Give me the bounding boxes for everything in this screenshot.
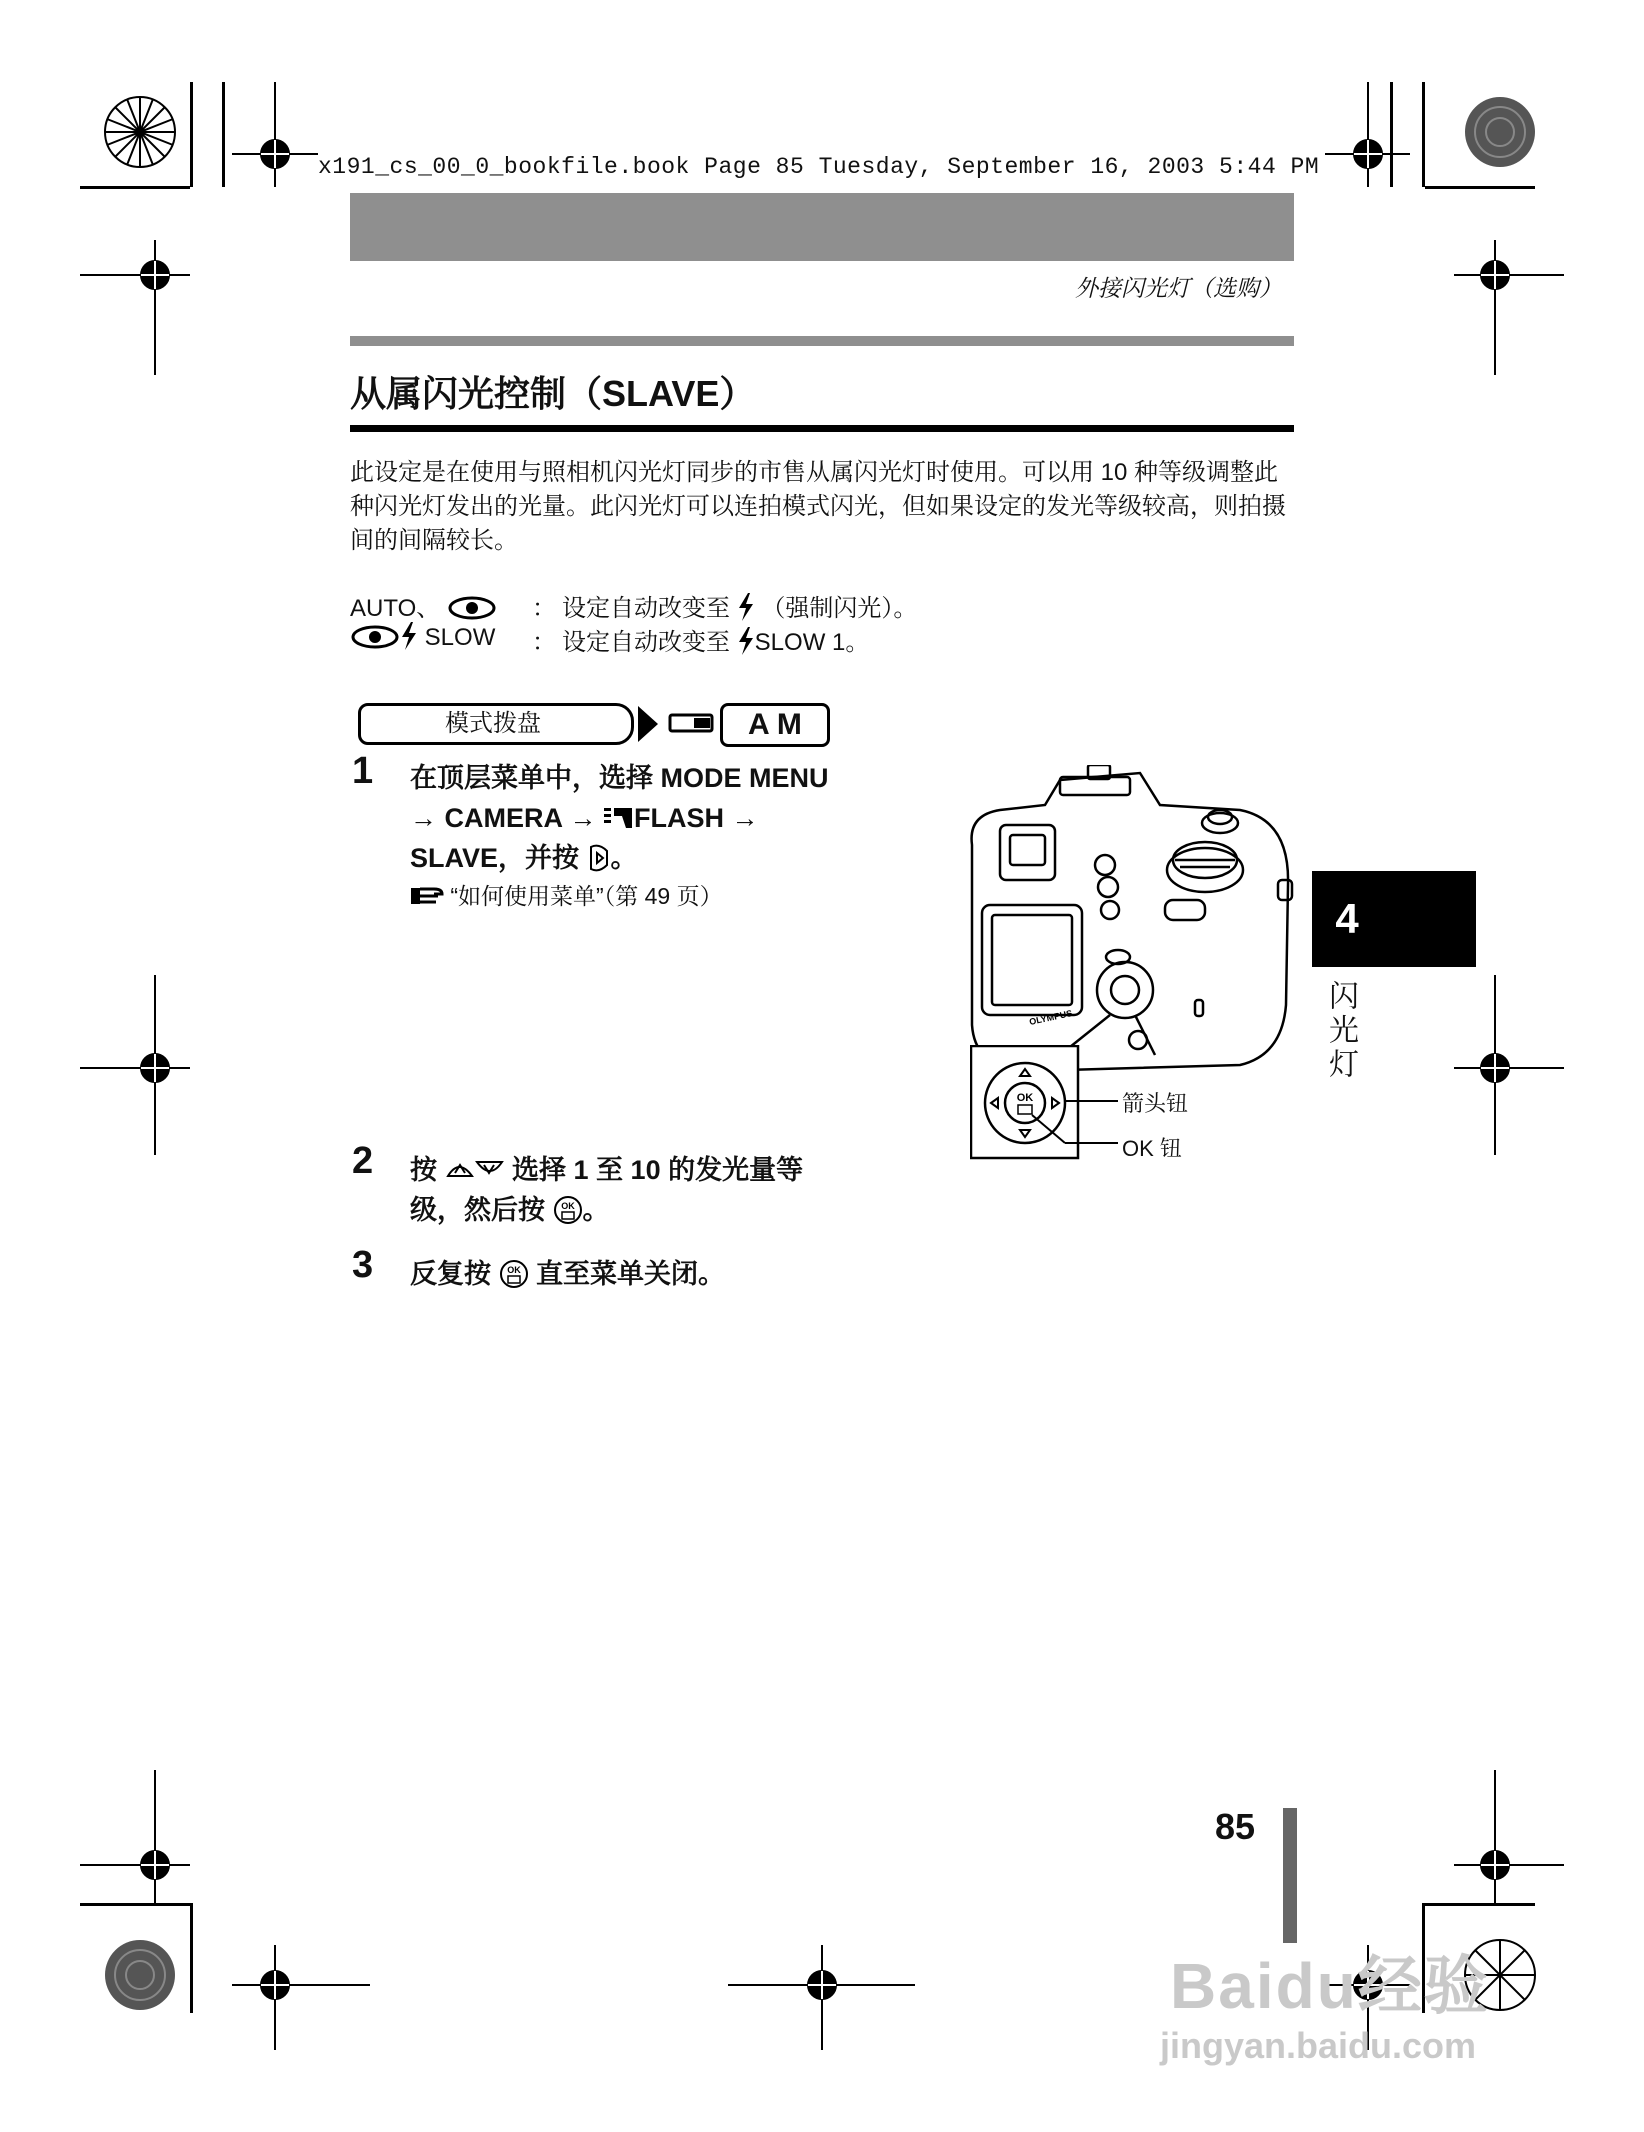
ok-label: OK bbox=[1016, 1092, 1034, 1104]
title-top-bar bbox=[350, 336, 1294, 346]
crosshair-icon bbox=[232, 1945, 370, 2050]
page-number: 85 bbox=[1215, 1806, 1256, 1847]
crosshair-icon bbox=[80, 1770, 190, 1903]
step-number: 3 bbox=[352, 1244, 374, 1286]
crosshair-icon bbox=[1454, 240, 1564, 375]
mode-colon: ： bbox=[532, 595, 556, 622]
section-title: 从属闪光控制（SLAVE） bbox=[350, 373, 756, 414]
step-3-text bbox=[410, 1254, 725, 1294]
title-rule bbox=[350, 425, 1294, 432]
red-eye-icon bbox=[447, 595, 497, 621]
flash-icon bbox=[400, 622, 418, 650]
arrow-right-button-icon bbox=[587, 843, 611, 873]
step-1-line-3a: SLAVE，并按 bbox=[410, 843, 580, 873]
flash-icon bbox=[737, 627, 755, 655]
mode-dial-indicator bbox=[358, 703, 648, 743]
page-number-bar bbox=[1283, 1808, 1297, 1943]
step-1-text bbox=[410, 758, 829, 878]
camera-menu-icon bbox=[604, 804, 634, 830]
step-number: 2 bbox=[352, 1140, 374, 1182]
step-2-line-2a: 级，然后按 bbox=[410, 1195, 545, 1225]
mode-desc: 设定自动改变至 bbox=[562, 629, 730, 656]
mode-desc-suffix: （强制闪光）。 bbox=[761, 595, 918, 622]
intro-paragraph: 此设定是在使用与照相机闪光灯同步的市售从属闪光灯时使用。可以用 10 种等级调整此种闪光灯发出的光量。此闪光灯可以连拍模式闪光，但如果设定的发光等级较高，则拍摄间的间隔较长。 bbox=[350, 459, 1286, 554]
mode-label: AUTO、 bbox=[350, 595, 441, 622]
step-2-line-1 bbox=[410, 1150, 803, 1190]
crosshair-icon bbox=[1454, 975, 1564, 1155]
top-right-target-icon bbox=[1465, 97, 1535, 167]
red-eye-icon bbox=[350, 624, 400, 650]
step-3-line-1a: 反复按 bbox=[410, 1259, 491, 1289]
step-1-line-3 bbox=[410, 838, 829, 878]
bottom-left-target-icon bbox=[105, 1940, 175, 2010]
mode-desc-suffix: SLOW 1。 bbox=[754, 629, 870, 656]
mode-row-auto bbox=[350, 588, 918, 623]
camera-mode-icon bbox=[668, 712, 716, 734]
step-1-line-1: 在顶层菜单中，选择 MODE MENU bbox=[410, 763, 829, 793]
mode-dial-label: 模式拨盘 bbox=[445, 710, 541, 737]
crosshair-icon bbox=[1454, 1770, 1564, 1903]
step-1-line-2b: FLASH → bbox=[634, 803, 759, 833]
step-1-line-2 bbox=[410, 798, 829, 838]
watermark-url: jingyan.baidu.com bbox=[1160, 2025, 1477, 2066]
mode-am-box: A M bbox=[720, 703, 830, 747]
step-number: 1 bbox=[352, 750, 374, 792]
up-down-buttons-icon bbox=[445, 1158, 505, 1182]
reference-hand-icon bbox=[410, 885, 444, 907]
chapter-title: 闪光灯 bbox=[1324, 980, 1357, 1082]
crosshair-icon bbox=[80, 975, 190, 1155]
step-2-line-1b: 选择 1 至 10 的发光量等 bbox=[512, 1155, 804, 1185]
ok-button-icon bbox=[553, 1195, 583, 1225]
ok-button-icon bbox=[499, 1259, 529, 1289]
watermark-logo: Baidu经验 bbox=[1170, 1950, 1490, 2022]
reference-text: “如何使用菜单”（第 49 页） bbox=[450, 883, 723, 909]
crosshair-icon bbox=[728, 1945, 915, 2050]
top-left-target-icon bbox=[105, 97, 175, 167]
step-1-line-3b: 。 bbox=[610, 843, 638, 873]
step-2-line-2b: 。 bbox=[582, 1195, 610, 1225]
step-1-line-2a: → CAMERA → bbox=[410, 803, 597, 833]
brand-label: OLYMPUS bbox=[1028, 1008, 1074, 1027]
flash-icon bbox=[737, 593, 755, 621]
step-2-line-1a: 按 bbox=[410, 1155, 437, 1185]
step-3-line-1b: 直至菜单关闭。 bbox=[536, 1259, 726, 1289]
chapter-number: 4 bbox=[1335, 895, 1359, 942]
running-head: 外接闪光灯（选购） bbox=[1075, 275, 1282, 301]
book-file-header: x191_cs_00_0_bookfile.book Page 85 Tuesday, September 16, 2003 5:44 PM bbox=[318, 154, 1320, 180]
ok-button-label: OK 钮 bbox=[1122, 1136, 1182, 1161]
svg-text:OK: OK bbox=[560, 1201, 575, 1211]
mode-label: SLOW bbox=[424, 624, 496, 651]
step-2-text bbox=[410, 1150, 803, 1230]
arrow-pad-label: 箭头钮 bbox=[1122, 1091, 1189, 1116]
crosshair-icon bbox=[80, 240, 190, 375]
menu-reference bbox=[410, 878, 723, 911]
header-band bbox=[350, 193, 1294, 261]
crosshair-icon bbox=[1325, 82, 1410, 187]
step-2-line-2 bbox=[410, 1190, 803, 1230]
mode-row-slow bbox=[350, 622, 870, 656]
arrow-right-icon bbox=[638, 706, 658, 742]
svg-text:OK: OK bbox=[506, 1265, 521, 1275]
crosshair-icon bbox=[232, 82, 318, 187]
mode-desc: 设定自动改变至 bbox=[562, 595, 730, 622]
mode-colon: ： bbox=[532, 629, 556, 656]
arrow-pad-callout bbox=[970, 1045, 1230, 1175]
